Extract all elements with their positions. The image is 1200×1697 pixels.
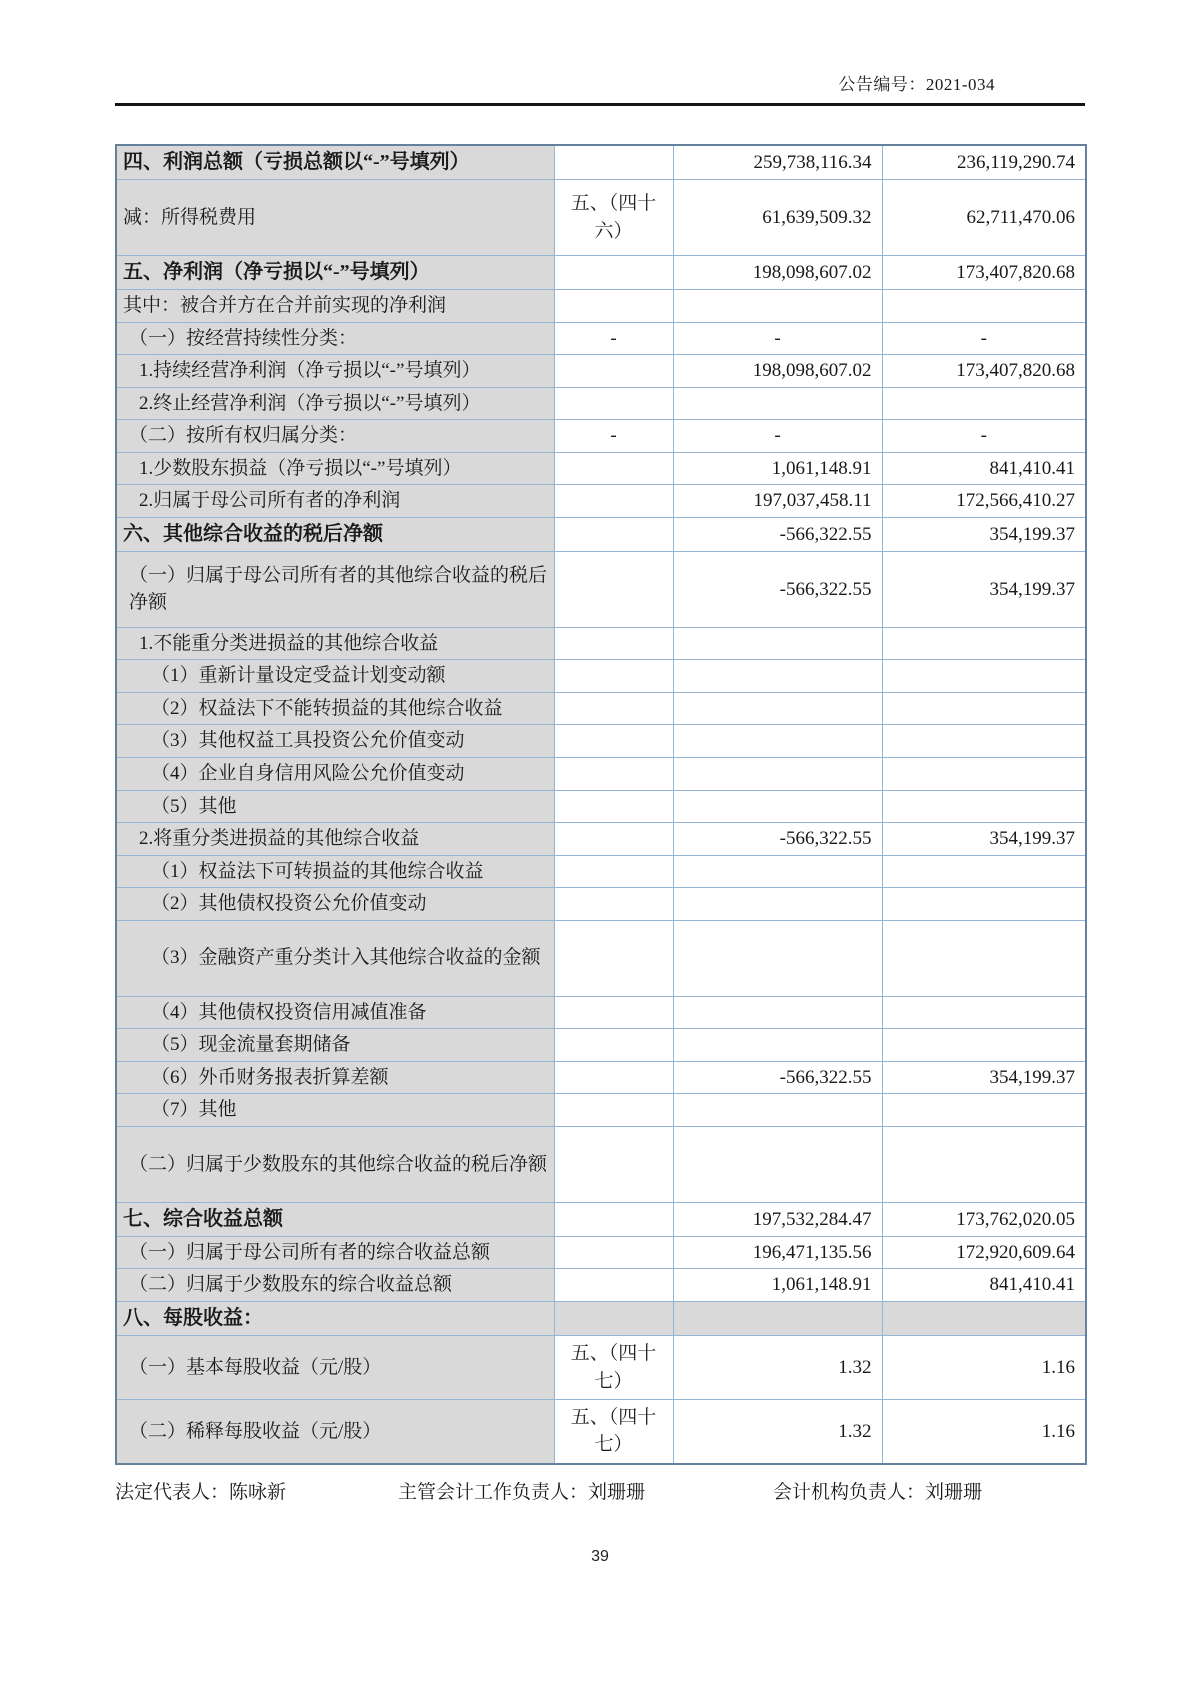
amount-current-period — [673, 1302, 882, 1336]
amount-prior-period: 173,762,020.05 — [882, 1202, 1086, 1236]
amount-prior-period — [882, 387, 1086, 420]
row-label: （7）其他 — [116, 1094, 554, 1127]
row-note — [554, 1029, 673, 1062]
row-label: （二）归属于少数股东的综合收益总额 — [116, 1269, 554, 1302]
table-row — [116, 1302, 1086, 1336]
row-label: （2）其他债权投资公允价值变动 — [116, 888, 554, 921]
table-row — [116, 452, 1086, 485]
table-row — [116, 322, 1086, 355]
amount-prior-period — [882, 996, 1086, 1029]
table-row — [116, 823, 1086, 856]
row-label: 1.持续经营净利润（净亏损以“-”号填列） — [116, 355, 554, 388]
table-row — [116, 758, 1086, 791]
amount-current-period — [673, 888, 882, 921]
row-note — [554, 920, 673, 996]
row-note — [554, 517, 673, 551]
row-label: 减：所得税费用 — [116, 180, 554, 256]
table-row — [116, 1029, 1086, 1062]
table-row — [116, 485, 1086, 518]
amount-current-period — [673, 1029, 882, 1062]
row-note — [554, 660, 673, 693]
row-note — [554, 452, 673, 485]
amount-prior-period — [882, 1126, 1086, 1202]
row-note — [554, 145, 673, 180]
table-row — [116, 517, 1086, 551]
amount-prior-period — [882, 627, 1086, 660]
table-row — [116, 1094, 1086, 1127]
amount-prior-period — [882, 888, 1086, 921]
table-row — [116, 1126, 1086, 1202]
amount-current-period: 197,532,284.47 — [673, 1202, 882, 1236]
table-row — [116, 996, 1086, 1029]
row-note — [554, 387, 673, 420]
amount-current-period: 61,639,509.32 — [673, 180, 882, 256]
row-label: （4）企业自身信用风险公允价值变动 — [116, 758, 554, 791]
amount-current-period — [673, 996, 882, 1029]
amount-prior-period — [882, 855, 1086, 888]
row-note — [554, 758, 673, 791]
announcement-number: 公告编号：2021-034 — [838, 75, 995, 94]
amount-prior-period: 354,199.37 — [882, 551, 1086, 627]
row-label: （二）稀释每股收益（元/股） — [116, 1400, 554, 1464]
table-row — [116, 420, 1086, 453]
row-label: 七、综合收益总额 — [116, 1202, 554, 1236]
row-note: - — [554, 420, 673, 453]
row-note — [554, 551, 673, 627]
table-row — [116, 1236, 1086, 1269]
amount-prior-period: 354,199.37 — [882, 823, 1086, 856]
amount-current-period — [673, 1126, 882, 1202]
amount-prior-period — [882, 692, 1086, 725]
row-note — [554, 790, 673, 823]
amount-current-period: -566,322.55 — [673, 823, 882, 856]
amount-current-period: 196,471,135.56 — [673, 1236, 882, 1269]
amount-current-period — [673, 692, 882, 725]
amount-current-period: 197,037,458.11 — [673, 485, 882, 518]
row-note: - — [554, 322, 673, 355]
row-note — [554, 1236, 673, 1269]
amount-current-period: 198,098,607.02 — [673, 256, 882, 290]
amount-prior-period: 173,407,820.68 — [882, 256, 1086, 290]
amount-current-period — [673, 290, 882, 323]
amount-prior-period — [882, 290, 1086, 323]
amount-current-period — [673, 725, 882, 758]
amount-current-period: - — [673, 420, 882, 453]
row-label: 1.少数股东损益（净亏损以“-”号填列） — [116, 452, 554, 485]
amount-prior-period — [882, 1094, 1086, 1127]
amount-current-period: 1,061,148.91 — [673, 1269, 882, 1302]
row-note — [554, 996, 673, 1029]
table-row — [116, 256, 1086, 290]
header-divider — [115, 103, 1085, 106]
amount-prior-period: 173,407,820.68 — [882, 355, 1086, 388]
row-label: 八、每股收益： — [116, 1302, 554, 1336]
legal-representative: 法定代表人：陈咏新 — [115, 1481, 287, 1503]
row-note — [554, 1202, 673, 1236]
table-row — [116, 855, 1086, 888]
income-statement-rows — [116, 145, 1086, 1464]
amount-prior-period — [882, 1302, 1086, 1336]
table-row — [116, 790, 1086, 823]
table-row — [116, 888, 1086, 921]
row-label: （5）现金流量套期储备 — [116, 1029, 554, 1062]
amount-prior-period: - — [882, 322, 1086, 355]
row-label: 2.终止经营净利润（净亏损以“-”号填列） — [116, 387, 554, 420]
amount-prior-period: 1.16 — [882, 1336, 1086, 1400]
row-note — [554, 256, 673, 290]
amount-prior-period: 236,119,290.74 — [882, 145, 1086, 180]
table-row — [116, 692, 1086, 725]
amount-prior-period — [882, 660, 1086, 693]
row-note — [554, 855, 673, 888]
row-label: 五、净利润（净亏损以“-”号填列） — [116, 256, 554, 290]
amount-current-period — [673, 790, 882, 823]
amount-prior-period: 62,711,470.06 — [882, 180, 1086, 256]
row-label: （3）其他权益工具投资公允价值变动 — [116, 725, 554, 758]
row-note — [554, 290, 673, 323]
row-label: 1.不能重分类进损益的其他综合收益 — [116, 627, 554, 660]
amount-prior-period — [882, 1029, 1086, 1062]
amount-prior-period — [882, 920, 1086, 996]
row-label: 2.将重分类进损益的其他综合收益 — [116, 823, 554, 856]
table-row — [116, 1269, 1086, 1302]
table-row — [116, 180, 1086, 256]
row-note — [554, 627, 673, 660]
amount-current-period: 1.32 — [673, 1400, 882, 1464]
amount-current-period: -566,322.55 — [673, 517, 882, 551]
amount-current-period — [673, 758, 882, 791]
amount-prior-period: 172,566,410.27 — [882, 485, 1086, 518]
chief-accountant: 主管会计工作负责人：刘珊珊 — [398, 1481, 646, 1503]
row-label: 四、利润总额（亏损总额以“-”号填列） — [116, 145, 554, 180]
amount-current-period: 1,061,148.91 — [673, 452, 882, 485]
table-row — [116, 290, 1086, 323]
row-label: （3）金融资产重分类计入其他综合收益的金额 — [116, 920, 554, 996]
amount-prior-period: 841,410.41 — [882, 1269, 1086, 1302]
income-statement-table — [115, 144, 1087, 1465]
table-row — [116, 145, 1086, 180]
row-note — [554, 485, 673, 518]
amount-current-period — [673, 387, 882, 420]
amount-prior-period: 354,199.37 — [882, 517, 1086, 551]
table-row — [116, 920, 1086, 996]
row-label: （一）基本每股收益（元/股） — [116, 1336, 554, 1400]
row-label: （二）按所有权归属分类： — [116, 420, 554, 453]
row-label: （6）外币财务报表折算差额 — [116, 1061, 554, 1094]
table-row — [116, 387, 1086, 420]
amount-current-period — [673, 855, 882, 888]
table-row — [116, 627, 1086, 660]
amount-current-period: - — [673, 322, 882, 355]
table-row — [116, 1336, 1086, 1400]
amount-current-period — [673, 627, 882, 660]
amount-prior-period — [882, 725, 1086, 758]
row-label: （4）其他债权投资信用减值准备 — [116, 996, 554, 1029]
amount-current-period: 1.32 — [673, 1336, 882, 1400]
accounting-dept-head: 会计机构负责人：刘珊珊 — [773, 1481, 983, 1503]
row-note — [554, 888, 673, 921]
amount-current-period — [673, 920, 882, 996]
row-note — [554, 725, 673, 758]
row-label: （2）权益法下不能转损益的其他综合收益 — [116, 692, 554, 725]
amount-prior-period — [882, 758, 1086, 791]
row-note: 五、（四十六） — [554, 180, 673, 256]
row-note: 五、（四十七） — [554, 1400, 673, 1464]
table-row — [116, 1202, 1086, 1236]
row-label: （5）其他 — [116, 790, 554, 823]
row-note: 五、（四十七） — [554, 1336, 673, 1400]
table-row — [116, 355, 1086, 388]
signature-line — [115, 1477, 1085, 1504]
table-row — [116, 660, 1086, 693]
table-row — [116, 551, 1086, 627]
row-label: （1）重新计量设定受益计划变动额 — [116, 660, 554, 693]
amount-prior-period: 1.16 — [882, 1400, 1086, 1464]
row-note — [554, 1269, 673, 1302]
amount-prior-period: 841,410.41 — [882, 452, 1086, 485]
row-label: （一）归属于母公司所有者的其他综合收益的税后净额 — [116, 551, 554, 627]
row-label: 2.归属于母公司所有者的净利润 — [116, 485, 554, 518]
amount-current-period: 259,738,116.34 — [673, 145, 882, 180]
row-note — [554, 1094, 673, 1127]
amount-current-period: 198,098,607.02 — [673, 355, 882, 388]
amount-current-period: -566,322.55 — [673, 1061, 882, 1094]
row-note — [554, 355, 673, 388]
amount-prior-period: - — [882, 420, 1086, 453]
table-row — [116, 1400, 1086, 1464]
table-row — [116, 1061, 1086, 1094]
row-label: （一）归属于母公司所有者的综合收益总额 — [116, 1236, 554, 1269]
row-note — [554, 1302, 673, 1336]
row-note — [554, 1126, 673, 1202]
row-label: 其中：被合并方在合并前实现的净利润 — [116, 290, 554, 323]
row-note — [554, 1061, 673, 1094]
row-label: （1）权益法下可转损益的其他综合收益 — [116, 855, 554, 888]
row-note — [554, 692, 673, 725]
amount-current-period — [673, 1094, 882, 1127]
page-number: 39 — [591, 1548, 609, 1565]
amount-prior-period: 172,920,609.64 — [882, 1236, 1086, 1269]
row-label: （二）归属于少数股东的其他综合收益的税后净额 — [116, 1126, 554, 1202]
row-label: （一）按经营持续性分类： — [116, 322, 554, 355]
amount-prior-period — [882, 790, 1086, 823]
row-note — [554, 823, 673, 856]
amount-current-period: -566,322.55 — [673, 551, 882, 627]
amount-current-period — [673, 660, 882, 693]
amount-prior-period: 354,199.37 — [882, 1061, 1086, 1094]
row-label: 六、其他综合收益的税后净额 — [116, 517, 554, 551]
table-row — [116, 725, 1086, 758]
